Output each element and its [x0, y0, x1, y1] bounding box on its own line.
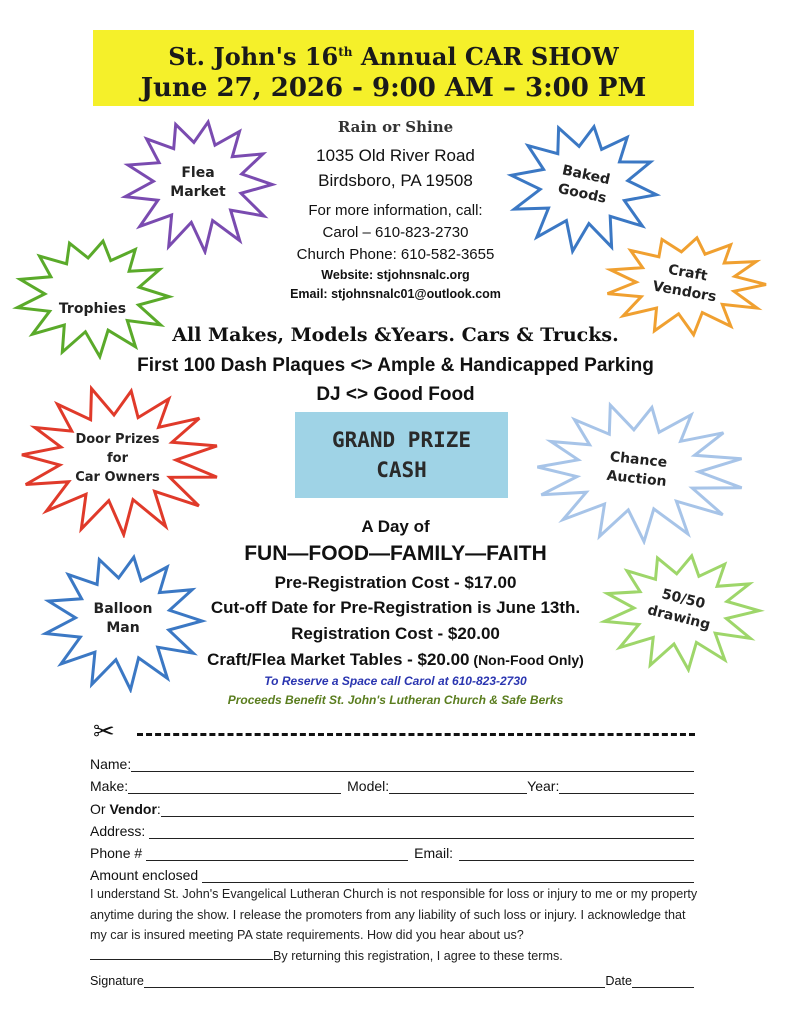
carol-phone: Carol – 610-823-2730 [322, 224, 469, 241]
amount-field[interactable] [202, 868, 694, 883]
address-line1: 1035 Old River Road [316, 146, 475, 165]
vendor-row [90, 797, 694, 817]
or-label: Or [90, 801, 110, 817]
email: Email: stjohnsnalc01@outlook.com [290, 287, 501, 301]
craft-vendors-label: Craft Vendors [651, 261, 718, 306]
chance-auction-burst [525, 395, 750, 545]
signature-field[interactable] [144, 973, 605, 988]
door-prizes-label: Door Prizes for Car Owners [75, 431, 160, 485]
name-row [90, 752, 694, 772]
address-row [90, 819, 694, 839]
day-of: A Day of [361, 517, 430, 536]
registration-cost: Registration Cost - $20.00 [291, 624, 500, 643]
email-label: Email: [414, 845, 454, 861]
church-phone: Church Phone: 610-582-3655 [296, 246, 495, 263]
make-label: Make: [90, 778, 129, 794]
balloon-man-label: Balloon Man [93, 601, 153, 636]
website: Website: stjohnsnalc.org [321, 268, 470, 282]
rain-or-shine: Rain or Shine [337, 118, 454, 136]
event-title: St. John's 16th Annual CAR SHOW [168, 42, 619, 71]
address-field[interactable] [149, 824, 694, 839]
plaques-parking: First 100 Dash Plaques <> Ample & Handicapped Parking [137, 355, 654, 376]
cutoff-date: Cut-off Date for Pre-Registration is June 13th. [210, 598, 581, 617]
door-prizes-burst [10, 378, 225, 538]
email-field[interactable] [459, 846, 694, 861]
more-info-label: For more information, call: [308, 202, 483, 219]
dj-food: DJ <> Good Food [316, 384, 475, 405]
date-label: Date [605, 974, 632, 988]
amount-label: Amount enclosed [90, 867, 199, 883]
trophies-label: Trophies [58, 300, 127, 317]
balloon-man-burst [38, 545, 208, 693]
model-label: Model: [347, 778, 390, 794]
header-banner [93, 30, 694, 106]
liability-disclaimer: I understand St. John's Evangelical Lutheran Church is not responsible for loss or injury to me or my property anytime during the show. I release the promoters from any liability of such loss or injury. I acknowledge that my car is insured meeting PA state requirements. How did you hear about us? By returning this registration, I agree to these terms. [90, 887, 698, 963]
how-heard-field[interactable] [90, 947, 273, 960]
tables-cost: Craft/Flea Market Tables - $20.00 (Non-Food Only) [207, 650, 584, 669]
vendor-field[interactable] [161, 802, 694, 817]
pre-registration-cost: Pre-Registration Cost - $17.00 [274, 573, 517, 592]
year-field[interactable] [559, 779, 694, 794]
name-field[interactable] [131, 757, 694, 772]
fifty-fifty-burst [597, 545, 765, 673]
trophies-burst [10, 230, 175, 360]
make-row [90, 774, 694, 794]
grand-prize-box [295, 412, 508, 498]
event-date: June 27, 2026 - 9:00 AM – 3:00 PM [140, 73, 647, 103]
address-label: Address: [90, 823, 146, 839]
makes-models: All Makes, Models &Years. Cars & Trucks. [172, 324, 619, 346]
name-label: Name: [90, 756, 132, 772]
flea-market-label: Flea Market [170, 164, 226, 200]
grand-prize-line2: CASH [376, 458, 427, 482]
scissors-icon: ✂ [93, 716, 115, 746]
vendor-colon: : [156, 801, 161, 817]
chance-auction-label: Chance Auction [605, 449, 668, 491]
phone-label: Phone # [90, 845, 143, 861]
vendor-label: Vendor [109, 801, 157, 817]
cut-line [137, 733, 695, 736]
fun-food-family-faith: FUN—FOOD—FAMILY—FAITH [244, 542, 547, 565]
signature-label: Signature [90, 974, 144, 988]
baked-goods-label: Baked Goods [556, 162, 612, 207]
phone-field[interactable] [146, 846, 408, 861]
proceeds-benefit: Proceeds Benefit St. John's Lutheran Church & Safe Berks [227, 693, 564, 707]
amount-row [90, 863, 694, 883]
address-line2: Birdsboro, PA 19508 [318, 171, 473, 190]
reserve-space: To Reserve a Space call Carol at 610-823-2730 [264, 674, 527, 688]
year-label: Year: [527, 778, 560, 794]
grand-prize-line1: GRAND PRIZE [331, 428, 472, 452]
phone-row [90, 841, 694, 861]
signature-row [90, 968, 694, 988]
make-field[interactable] [128, 779, 341, 794]
craft-vendors-burst [600, 228, 772, 338]
model-field[interactable] [389, 779, 527, 794]
date-field[interactable] [632, 973, 694, 988]
fifty-fifty-label: 50/50 drawing [645, 586, 712, 634]
